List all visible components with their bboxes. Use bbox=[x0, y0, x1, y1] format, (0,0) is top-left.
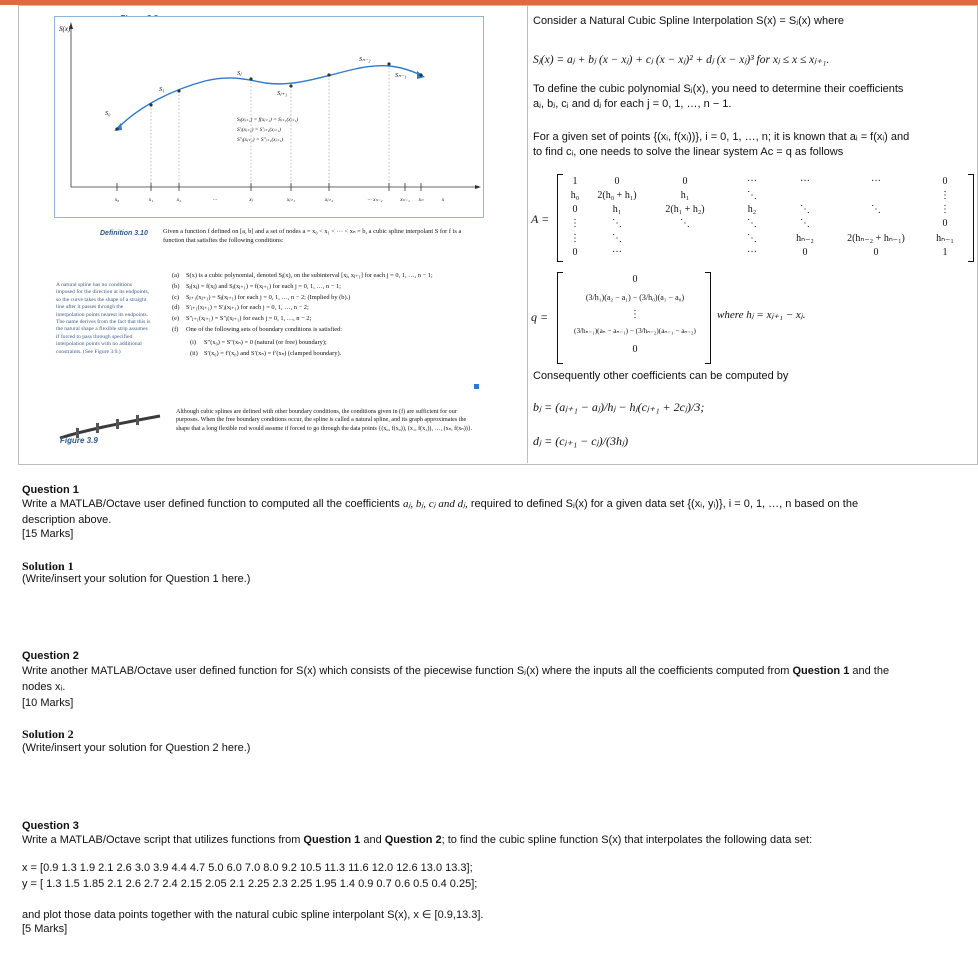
question-2-title bbox=[22, 650, 79, 663]
q-entry: 0 bbox=[632, 344, 638, 355]
question-1-text-a: Write a MATLAB/Octave user defined function to computed all the coefficients bbox=[22, 498, 400, 510]
plot-instruction: and plot those data points together with the natural cubic spline interpolant S(x), x ∈ [0.9,13.3]. bbox=[22, 909, 484, 921]
condition-tag: (e) bbox=[172, 315, 180, 323]
condition-text: S″ⱼ₊₁(xⱼ₊₁) = S″ⱼ(xⱼ₊₁) for each j = 0, 1, …, n − 2; bbox=[186, 315, 312, 323]
knot-point bbox=[289, 84, 292, 87]
consequently-text: Consequently other coefficients can be computed by bbox=[533, 370, 789, 382]
q-entry: (3/hₙ₋₁)(aₙ − aₙ₋₁) − (3/hₙ₋₂)(aₙ₋₁ − aₙ₋₂) bbox=[574, 327, 696, 335]
matrix-a-entry: hₙ₋₁ bbox=[936, 233, 954, 244]
question-2-text bbox=[22, 665, 962, 678]
tick-label: x bbox=[441, 197, 445, 203]
condition-text: Sⱼ₊₁(xⱼ₊₁) = Sⱼ(xⱼ₊₁) for each j = 0, 1, …, n − 2; (Implied by (b).) bbox=[186, 293, 351, 301]
condition-tag: (a) bbox=[172, 272, 180, 279]
given-text-1: For a given set of points {(xᵢ, f(xᵢ))}, i = 0, 1, …, n; it is known that aᵢ = f(xᵢ) and bbox=[533, 131, 910, 143]
q-entry: (3/h₁)(a₂ − a₁) − (3/h₀)(a₁ − a₀) bbox=[585, 293, 685, 302]
condition-tag: (b) bbox=[172, 282, 180, 290]
matrix-a-entry: ⋱ bbox=[747, 233, 757, 244]
tick-label: xⱼ₊₁ bbox=[286, 197, 296, 203]
question-1-text-c: description above. bbox=[22, 514, 112, 526]
tick-label: x₀ bbox=[114, 197, 120, 203]
matrix-a-entry: h₁ bbox=[680, 190, 690, 201]
matrix-q-right-bracket bbox=[705, 272, 711, 364]
boundary-text: S′(x₀) = f′(x₀) and S′(xₙ) = f′(xₙ) (clamped boundary). bbox=[204, 349, 342, 357]
panel-divider bbox=[527, 5, 528, 463]
condition-second-derivative: S″ⱼ(xⱼ₊₁) = S″ⱼ₊₁(xⱼ₊₁) bbox=[237, 137, 284, 143]
sidebar-note: A natural spline has no conditions imposed for the direction at its endpoints, so the curve takes the shape of a straight line after it passes through the interpolation points nearest its endpoints. The name derives from the fact that this is the natural shape a flexible strip assumes if forced to pass through specified interpolation points with no additional constraints. (See Figure 3.9.) bbox=[56, 282, 151, 355]
spline-label-sj: Sⱼ bbox=[237, 70, 242, 77]
boundary-text: S″(x₀) = S″(xₙ) = 0 (natural (or free) boundary); bbox=[204, 338, 327, 346]
knot-point bbox=[419, 73, 422, 76]
matrix-a-entry: ⋮ bbox=[940, 204, 950, 215]
tick-label: xₙ₋₁ bbox=[400, 197, 410, 203]
matrix-a-label: A = bbox=[531, 212, 550, 226]
matrix-a-entry: ⋱ bbox=[747, 218, 757, 229]
spline-label-sj1: Sⱼ₊₁ bbox=[277, 90, 288, 97]
matrix-a-entry: ⋱ bbox=[871, 204, 881, 215]
matrix-a-entry: ··· bbox=[800, 176, 810, 187]
question-2-bold: Question 1 bbox=[792, 665, 850, 677]
condition-text: Sⱼ(xⱼ) = f(xⱼ) and Sⱼ(xⱼ₊₁) = f(xⱼ₊₁) for each j = 0, 1, …, n − 1; bbox=[186, 282, 341, 290]
knot-point bbox=[387, 62, 390, 65]
rod-peg bbox=[136, 415, 139, 425]
spline-label-sn2: Sₙ₋₂ bbox=[359, 56, 371, 63]
flexible-rod bbox=[60, 416, 160, 438]
matrix-a-entry: ⋱ bbox=[800, 204, 810, 215]
solution-2-text: (Write/insert your solution for Question 2 here.) bbox=[22, 742, 251, 754]
matrix-a-entry: hₙ₋₂ bbox=[796, 233, 814, 244]
boundary-item bbox=[190, 339, 482, 348]
matrix-a-entry: 2(h₁ + h₂) bbox=[665, 204, 705, 215]
given-text-2: to find cᵢ, one needs to solve the linear system Ac = q as follows bbox=[533, 146, 844, 158]
b-formula: bⱼ = (aⱼ₊₁ − aⱼ)/hⱼ − hⱼ(cⱼ₊₁ + 2cⱼ)/3; bbox=[533, 400, 705, 414]
question-2-text-c: nodes xᵢ. bbox=[22, 681, 66, 693]
knot-point bbox=[115, 127, 118, 130]
question-1-text bbox=[22, 498, 962, 511]
boundary-tag: (ii) bbox=[190, 349, 198, 357]
condition-tag: (d) bbox=[172, 304, 180, 312]
tick-label: xₙ bbox=[418, 197, 424, 203]
condition-tag: (c) bbox=[172, 293, 180, 301]
matrix-a-entry: 0 bbox=[572, 204, 578, 215]
d-formula: dⱼ = (cⱼ₊₁ − cⱼ)/(3hⱼ) bbox=[533, 434, 629, 448]
tick-label: x₂ bbox=[176, 197, 182, 203]
matrix-a-entry: h₁ bbox=[612, 204, 622, 215]
solution-1-title-text: Solution 1 bbox=[22, 559, 74, 573]
rod-peg bbox=[116, 419, 119, 429]
matrix-a-entry: 0 bbox=[873, 247, 879, 258]
tick-label: xⱼ bbox=[249, 197, 253, 203]
knot-point bbox=[149, 103, 152, 106]
x-data-line: x = [0.9 1.3 1.9 2.1 2.6 3.0 3.9 4.4 4.7 5.0 6.0 7.0 8.0 9.2 10.5 11.3 11.6 12.0 12.6 13.0 13.3]; bbox=[22, 862, 473, 874]
spline-label-s0: S₀ bbox=[105, 110, 111, 117]
spline-figure bbox=[54, 16, 484, 218]
solution-1-title bbox=[22, 560, 74, 574]
condition-tag: (f) bbox=[172, 325, 179, 333]
question-3-title bbox=[22, 820, 79, 833]
question-1-text-b: required to defined Sⱼ(x) for a given data set {(xᵢ, yᵢ)}, i = 0, 1, …, n based on the bbox=[470, 498, 859, 510]
solution-2-title-text: Solution 2 bbox=[22, 727, 74, 741]
solution-2-title bbox=[22, 728, 74, 742]
condition-text: One of the following sets of boundary conditions is satisfied: bbox=[186, 325, 343, 333]
condition-first-derivative: S′ⱼ(xⱼ₊₁) = S′ⱼ₊₁(xⱼ₊₁) bbox=[237, 127, 281, 133]
matrix-q-label: q = bbox=[531, 310, 549, 324]
matrix-q-left-bracket bbox=[557, 272, 563, 364]
condition-item bbox=[172, 283, 482, 292]
condition-value: Sⱼ(xⱼ₊₁) = f(xⱼ₊₁) = Sⱼ₊₁(xⱼ₊₁) bbox=[237, 117, 299, 123]
matrix-a-entry: ··· bbox=[747, 247, 757, 258]
definition-intro: Given a function f defined on [a, b] and a set of nodes a = x₀ < x₁ < ··· < xₙ = b, a cubic spline interpolant S for f is a function that satisfies the following conditions: bbox=[163, 228, 462, 244]
end-of-definition-square bbox=[474, 384, 479, 389]
knot-point bbox=[327, 73, 330, 76]
knot-point bbox=[177, 89, 180, 92]
matrix-a-entry: h₀ bbox=[570, 190, 580, 201]
condition-item bbox=[172, 315, 482, 324]
question-3-text bbox=[22, 834, 962, 847]
definition-label: Definition 3.10 bbox=[100, 230, 148, 237]
question-3-text-b: ; to find the cubic spline function S(x) that interpolates the following data set: bbox=[441, 834, 813, 846]
tick-label: ··· xₙ₋₂ bbox=[367, 197, 383, 203]
q-entry: 0 bbox=[632, 274, 638, 285]
textbook-excerpt bbox=[20, 6, 526, 462]
matrix-a-left-bracket bbox=[557, 174, 563, 262]
matrix-a-entry: 0 bbox=[942, 176, 948, 187]
matrix-a-entry: ⋮ bbox=[570, 233, 580, 244]
condition-item bbox=[172, 304, 482, 313]
intro-line: Consider a Natural Cubic Spline Interpolation S(x) = Sⱼ(x) where bbox=[533, 15, 844, 27]
spline-figure-svg bbox=[55, 17, 483, 217]
matrix-a-entry: h₂ bbox=[747, 204, 757, 215]
question-2-text-b: and the bbox=[852, 665, 890, 677]
matrix-a-entry: 1 bbox=[942, 247, 948, 258]
spline-formula: Sⱼ(x) = aⱼ + bⱼ (x − xⱼ) + cⱼ (x − xⱼ)² + dⱼ (x − xⱼ)³ for xⱼ ≤ x ≤ xⱼ₊₁. bbox=[533, 54, 830, 66]
boundary-item bbox=[190, 350, 482, 359]
condition-text: S′ⱼ₊₁(xⱼ₊₁) = S′ⱼ(xⱼ₊₁) for each j = 0, 1, …, n − 2; bbox=[186, 304, 309, 312]
matrix-a-entry: ⋱ bbox=[680, 218, 690, 229]
tick-label: x₁ bbox=[148, 197, 154, 203]
matrix-a-entry: 2(hₙ₋₂ + hₙ₋₁) bbox=[847, 233, 905, 244]
question-3-text-a: Write a MATLAB/Octave script that utilizes functions from bbox=[22, 834, 301, 846]
question-3-title-text: Question 3 bbox=[22, 820, 79, 832]
solution-1-text: (Write/insert your solution for Question 1 here.) bbox=[22, 573, 251, 585]
problem-statement bbox=[531, 6, 976, 462]
spline-label-s1: S₁ bbox=[159, 86, 165, 93]
matrix-a-entry: ··· bbox=[612, 247, 622, 258]
natural-spline-explanation: Although cubic splines are defined with other boundary conditions, the conditions given in (f) are sufficient for our purposes. When the free boundary conditions occur, the spline is called a natural spline, and its graph approximates the shape that a long flexible rod would assume if forced to go through the data points {(x₀, f(x₀)), (x₁, f(x₁)), …, (xₙ, f(xₙ))}. bbox=[176, 409, 473, 432]
question-3-bold-2: Question 2 bbox=[384, 834, 442, 846]
y-axis-label: S(x) bbox=[59, 25, 71, 33]
matrix-a-entry: 0 bbox=[802, 247, 808, 258]
condition-text: S(x) is a cubic polynomial, denoted Sⱼ(x), on the subinterval [xⱼ, xⱼ₊₁] for each j = 0, 1, …, n − 1; bbox=[186, 272, 433, 279]
tick-label: ··· bbox=[212, 197, 218, 203]
h-definition: where hⱼ = xⱼ₊₁ − xⱼ. bbox=[717, 309, 806, 321]
matrix-a-entry: ⋱ bbox=[800, 218, 810, 229]
matrix-a-entry: ⋱ bbox=[612, 218, 622, 229]
question-1-marks: [15 Marks] bbox=[22, 528, 74, 540]
matrix-a-entry: 2(h₀ + h₁) bbox=[597, 190, 637, 201]
rod-peg bbox=[96, 423, 99, 433]
matrix-a-entry: 0 bbox=[614, 176, 620, 187]
matrix-a-entry: ⋮ bbox=[570, 218, 580, 229]
question-1-title-text: Question 1 bbox=[22, 484, 79, 496]
matrix-a-entry: ··· bbox=[871, 176, 881, 187]
tick-label: xⱼ₊₂ bbox=[324, 197, 334, 203]
condition-item bbox=[172, 294, 482, 303]
y-data-line: y = [ 1.3 1.5 1.85 2.1 2.6 2.7 2.4 2.15 2.05 2.1 2.25 2.3 2.25 1.95 1.4 0.9 0.7 0.6 0.5 0.4 0.25]; bbox=[22, 878, 478, 890]
question-1-math: aⱼ, bⱼ, cⱼ and dⱼ, bbox=[402, 498, 468, 510]
matrix-a-right-bracket bbox=[968, 174, 974, 262]
conditions-list bbox=[172, 272, 482, 358]
define-text-2: aⱼ, bⱼ, cⱼ and dⱼ for each j = 0, 1, …, n − 1. bbox=[533, 98, 732, 110]
matrix-a-entry: 1 bbox=[572, 176, 578, 187]
matrix-a-entry: 0 bbox=[572, 247, 578, 258]
x-axis-arrow-icon bbox=[475, 185, 481, 189]
matrix-a-entry: 0 bbox=[682, 176, 688, 187]
define-text-1: To define the cubic polynomial Sⱼ(x), you need to determine their coefficients bbox=[533, 83, 904, 95]
condition-item bbox=[172, 272, 482, 281]
matrix-a-entry: ··· bbox=[747, 176, 757, 187]
question-3-marks: [5 Marks] bbox=[22, 923, 68, 935]
matrix-a-entry: ⋱ bbox=[612, 233, 622, 244]
figure-39-label: Figure 3.9 bbox=[60, 436, 98, 445]
spline-label-sn1: Sₙ₋₁ bbox=[395, 72, 407, 79]
question-3-and: and bbox=[363, 834, 382, 846]
question-2-title-text: Question 2 bbox=[22, 650, 79, 662]
question-2-marks: [10 Marks] bbox=[22, 697, 74, 709]
question-2-text-a: Write another MATLAB/Octave user defined function for S(x) which consists of the piecewise function Sⱼ(x) where the inputs all the coefficients computed from bbox=[22, 665, 790, 677]
q-entry: ⋮ bbox=[630, 309, 640, 320]
condition-item bbox=[172, 326, 482, 335]
question-1-title bbox=[22, 484, 79, 497]
matrix-a-entry: ⋮ bbox=[940, 190, 950, 201]
matrix-a-entry: 0 bbox=[942, 218, 948, 229]
question-3-bold-1: Question 1 bbox=[303, 834, 361, 846]
knot-point bbox=[249, 77, 252, 80]
knot-drop-lines bbox=[151, 64, 389, 187]
boundary-tag: (i) bbox=[190, 338, 197, 346]
matrix-a-entry: ⋱ bbox=[747, 190, 757, 201]
